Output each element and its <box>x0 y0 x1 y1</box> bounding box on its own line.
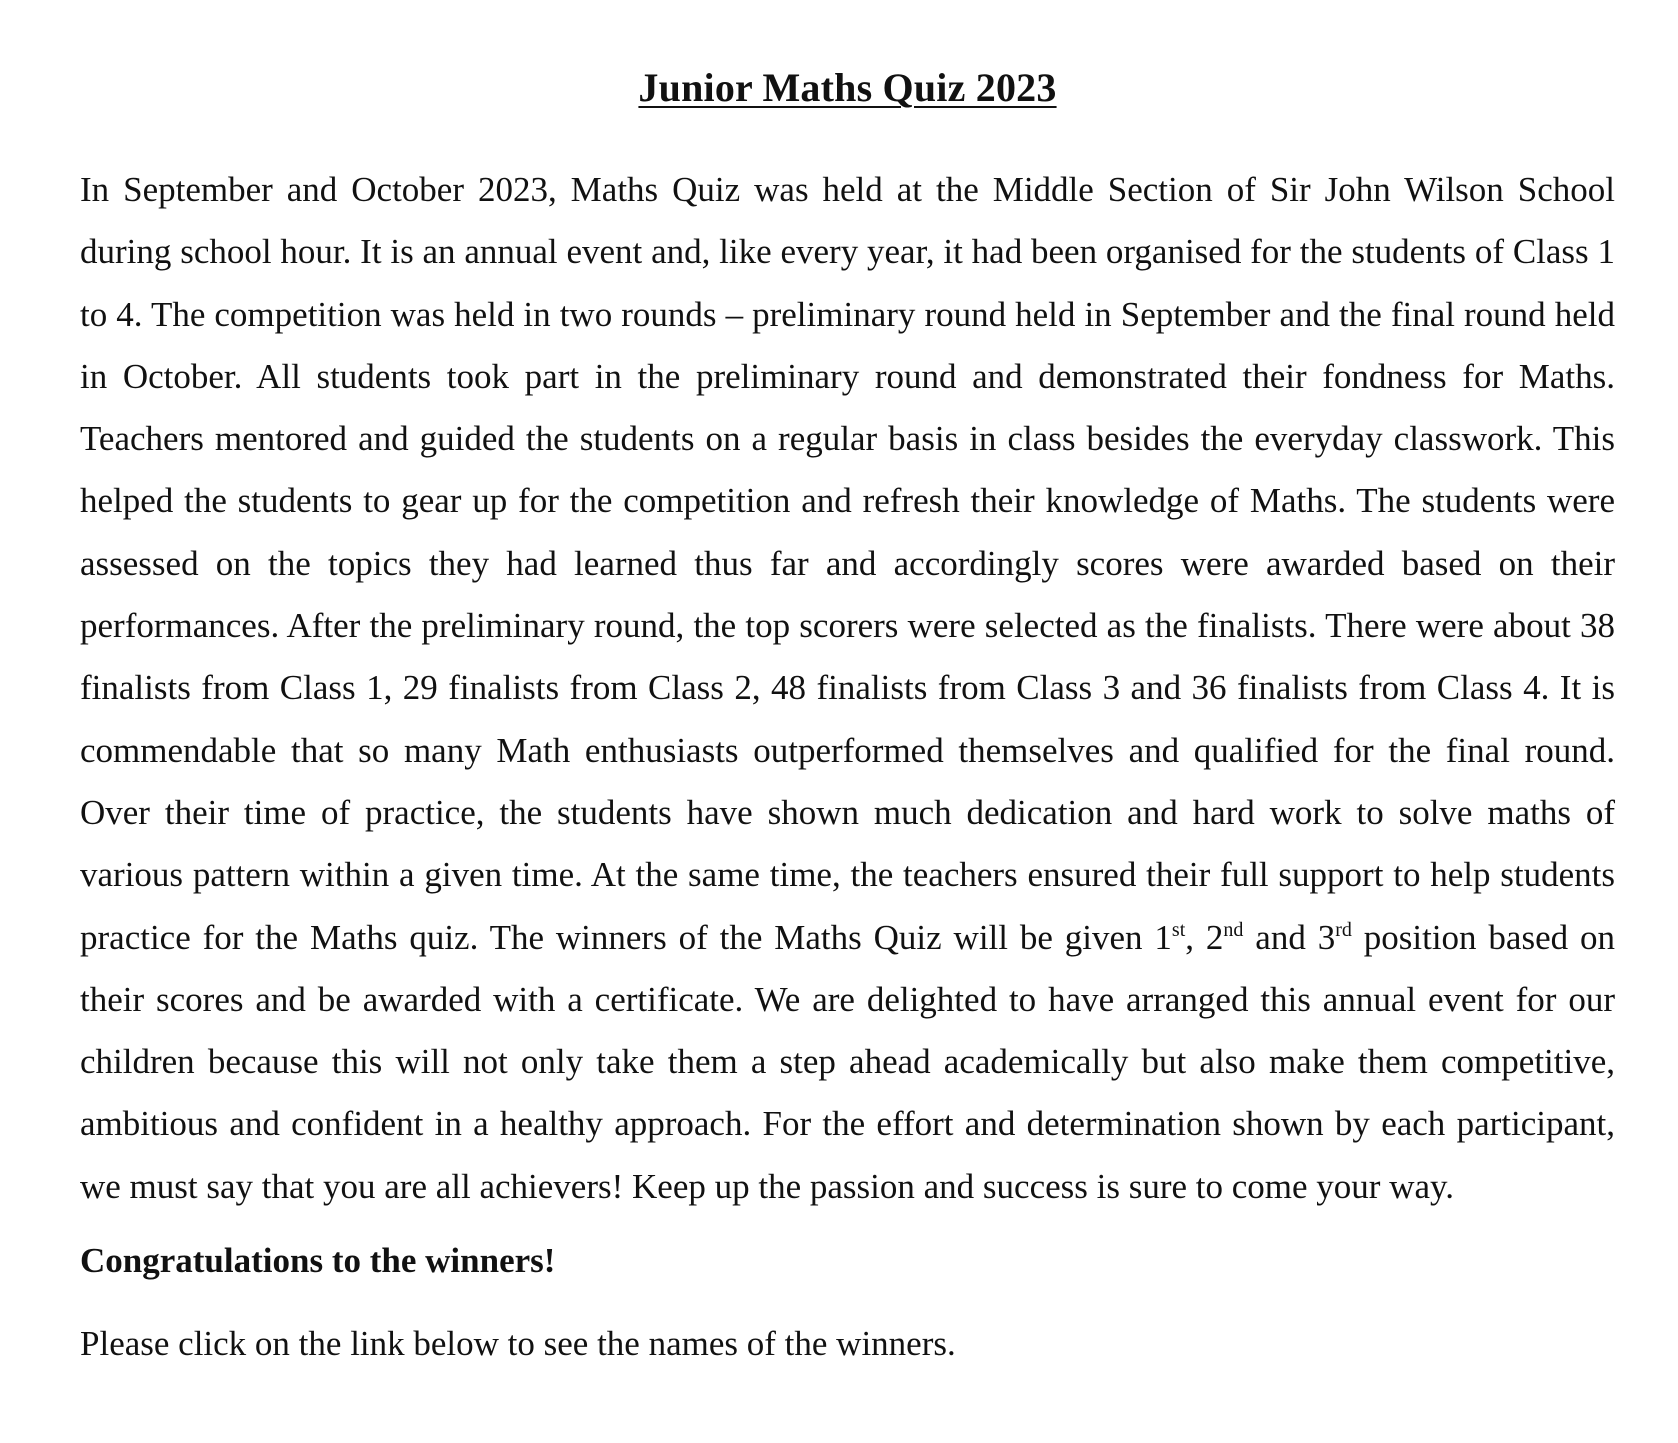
paragraph-text-4: position based on their scores and be awarded with a certificate. We are delighted to have arranged this annual event for our children because this will not only take them a step ahead academically but also make them competitive, ambitious and confident in a healthy approach. For the effort and determination shown by each participant, we must say that you are all achievers! Keep up the passion and success is sure to come your way. <box>80 917 1615 1206</box>
ordinal-suffix-1st: st <box>1171 918 1186 941</box>
winners-link-note: Please click on the link below to see the names of the winners. <box>80 1324 956 1364</box>
paragraph-text-2: , 2 <box>1185 917 1224 957</box>
ordinal-suffix-3rd: rd <box>1335 918 1352 941</box>
congratulations-heading: Congratulations to the winners! <box>80 1241 556 1281</box>
body-paragraph <box>80 159 1615 1218</box>
page-title: Junior Maths Quiz 2023 <box>638 65 1057 110</box>
ordinal-suffix-2nd: nd <box>1223 918 1244 941</box>
paragraph-text-3: and 3 <box>1243 917 1336 957</box>
paragraph-text-1: In September and October 2023, Maths Quiz was held at the Middle Section of Sir John Wilson School during school hour. It is an annual event and, like every year, it had been organised for the students of Class 1 to 4. The competition was held in two rounds – preliminary round held in September and the final round held in October. All students took part in the preliminary round and demonstrated their fondness for Maths. Teachers mentored and guided the students on a regular basis in class besides the everyday classwork. This helped the students to gear up for the competition and refresh their knowledge of Maths. The students were assessed on the topics they had learned thus far and accordingly scores were awarded based on their performances. After the preliminary round, the top scorers were selected as the finalists. There were about 38 finalists from Class 1, 29 finalists from Class 2, 48 finalists from Class 3 and 36 finalists from Class 4. It is commendable that so many Math enthusiasts outperformed themselves and qualified for the final round. Over their time of practice, the students have shown much dedication and hard work to solve maths of various pattern within a given time. At the same time, the teachers ensured their full support to help students practice for the Maths quiz. The winners of the Maths Quiz will be given 1 <box>80 170 1615 957</box>
document-page <box>80 0 1615 1375</box>
